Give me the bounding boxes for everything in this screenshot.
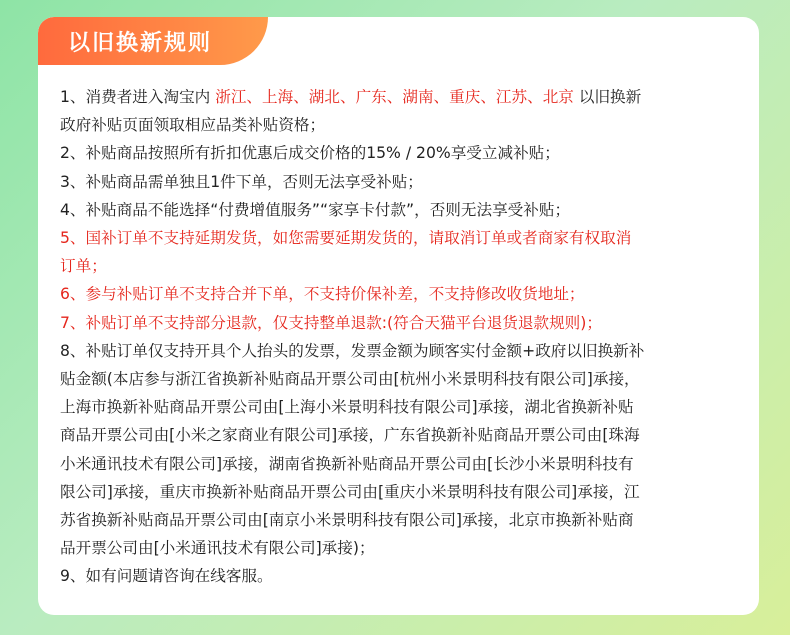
rule-8-line-3: 上海市换新补贴商品开票公司由[上海小米景明科技有限公司]承接，湖北省换新补贴 [60,398,634,417]
rule-1-line-1 [60,83,754,111]
rule-1-regions: 浙江、上海、湖北、广东、湖南、重庆、江苏、北京 [215,88,574,106]
page-title: 以旧换新规则 [68,31,213,56]
rules-card [38,17,759,615]
rule-8-line-8: 品开票公司由[小米通讯技术有限公司]承接)； [60,539,375,558]
rule-6: 6、参与补贴订单不支持合并下单，不支持价保补差，不支持修改收货地址； [60,285,585,304]
rule-5-line-2: 订单； [60,257,107,276]
rule-4: 4、补贴商品不能选择“付费增值服务”“家享卡付款”，否则无法享受补贴； [60,200,571,219]
rule-2: 2、补贴商品按照所有折扣优惠后成交价格的15% / 20%享受立减补贴； [60,144,560,163]
rule-7: 7、补贴订单不支持部分退款，仅支持整单退款:(符合天猫平台退货退款规则)； [60,313,602,332]
rule-8-line-6: 限公司]承接，重庆市换新补贴商品开票公司由[重庆小米景明科技有限公司]承接，江 [60,482,640,501]
rule-5-line-1: 5、国补订单不支持延期发货，如您需要延期发货的，请取消订单或者商家有权取消 [60,229,632,248]
rule-1-suffix: 以旧换新 [573,88,642,106]
title-tab [38,17,268,65]
rule-9: 9、如有问题请咨询在线客服。 [60,567,273,586]
rule-8-line-1: 8、补贴订单仅支持开具个人抬头的发票，发票金额为顾客实付金额+政府以旧换新补 [60,341,645,360]
rule-1-line-2: 政府补贴页面领取相应品类补贴资格； [60,116,326,135]
rule-8-line-4: 商品开票公司由[小米之家商业有限公司]承接，广东省换新补贴商品开票公司由[珠海 [60,426,640,445]
rule-8-line-7: 苏省换新补贴商品开票公司由[南京小米景明科技有限公司]承接，北京市换新补贴商 [60,511,634,530]
rule-1-prefix: 1、消费者进入淘宝内 [60,88,216,106]
rule-3: 3、补贴商品需单独且1件下单，否则无法享受补贴； [60,172,423,191]
rule-8-line-5: 小米通讯技术有限公司]承接，湖南省换新补贴商品开票公司由[长沙小米景明科技有 [60,454,634,473]
rule-8-line-2: 贴金额(本店参与浙江省换新补贴商品开票公司由[杭州小米景明科技有限公司]承接， [60,370,640,389]
rules-list [60,83,754,591]
